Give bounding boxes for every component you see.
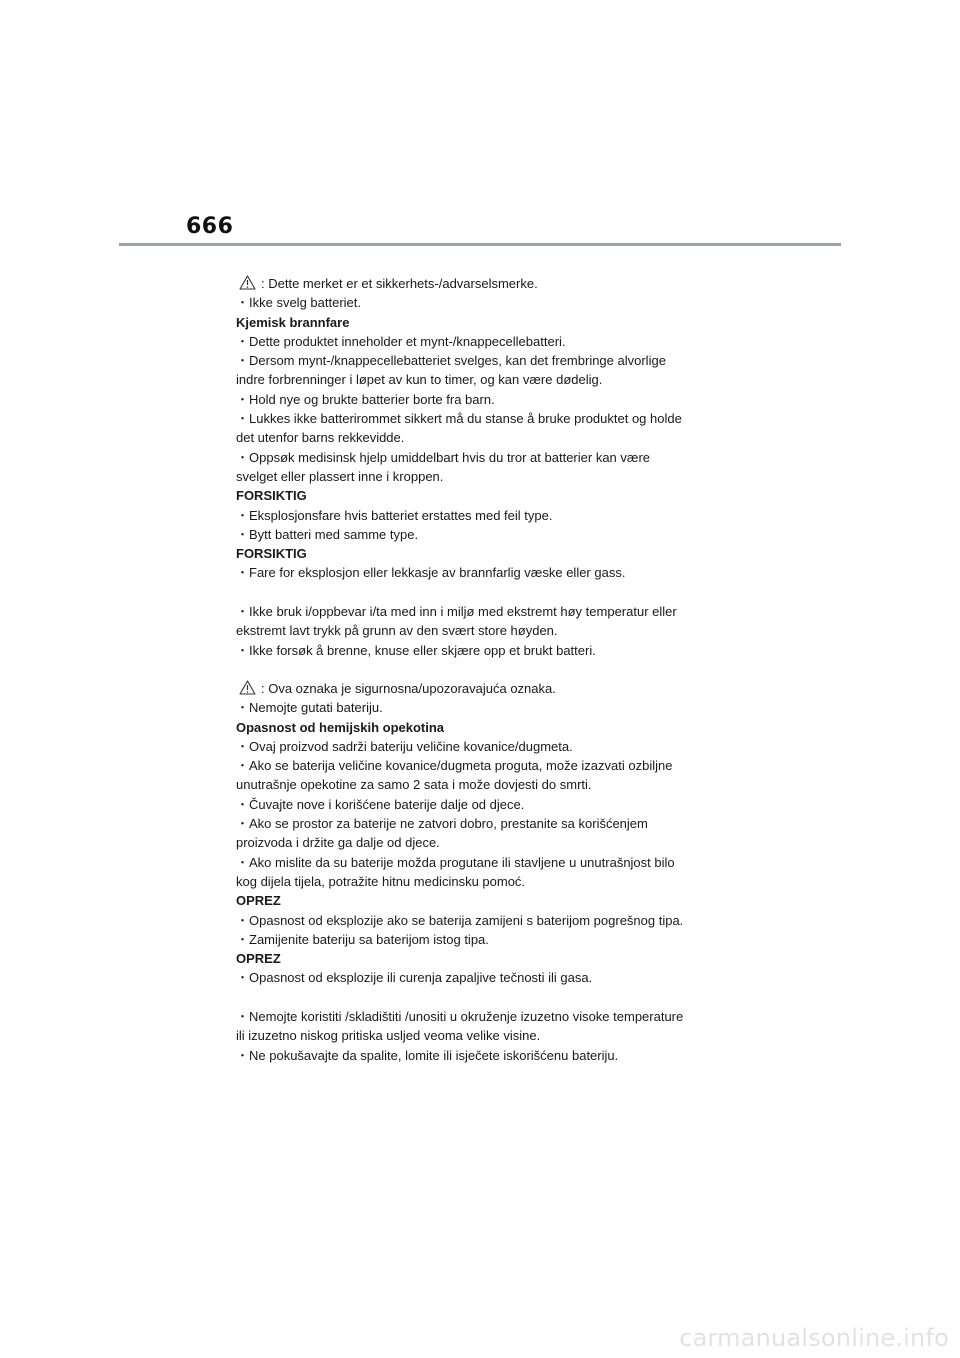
norwegian-warning-section [236,274,716,660]
section-heading: OPREZ [236,951,281,967]
safety-symbol-line [236,679,716,698]
text-line: svelget eller plassert inne i kroppen. [236,468,444,484]
section-heading: FORSIKTIG [236,488,307,504]
text-line: ・Ikke forsøk å brenne, knuse eller skjære opp et brukt batteri. [236,642,596,658]
page-number: 666 [186,214,234,239]
text-line: indre forbrenninger i løpet av kun to timer, og kan være dødelig. [236,372,603,388]
text-line: kog dijela tijela, potražite hitnu medicinsku pomoć. [236,873,526,889]
text-line: ・Čuvajte nove i korišćene baterije dalje od djece. [236,796,525,812]
safety-symbol-line [236,274,716,293]
text-line: ・Ikke svelg batteriet. [236,295,361,311]
blank-line [236,583,716,602]
text-line: ・Fare for eksplosjon eller lekkasje av brannfarlig væske eller gass. [236,565,626,581]
text-line: ・Ne pokušavajte da spalite, lomite ili isječete iskorišćenu bateriju. [236,1047,619,1063]
croatian-text-block [236,698,716,1065]
warning-triangle-icon [239,275,256,290]
text-line: ・Bytt batteri med samme type. [236,526,419,542]
text-line: proizvoda i držite ga dalje od djece. [236,835,440,851]
text-line: ・Ako se baterija veličine kovanice/dugmeta proguta, može izazvati ozbiljne [236,758,673,774]
text-line: ・Zamijenite bateriju sa baterijom istog tipa. [236,931,489,947]
text-line: unutrašnje opekotine za samo 2 sata i može dovjesti do smrti. [236,777,592,793]
header-divider [119,243,841,246]
text-line: ekstremt lavt trykk på grunn av den svært store høyden. [236,623,558,639]
text-line: ・Oppsøk medisinsk hjelp umiddelbart hvis du tror at batterier kan være [236,449,651,465]
safety-symbol-text: : Dette merket er et sikkerhets-/advarselsmerke. [261,276,538,291]
safety-symbol-text: : Ova oznaka je sigurnosna/upozoravajuća oznaka. [261,681,556,696]
text-line: ・Hold nye og brukte batterier borte fra barn. [236,391,495,407]
warning-triangle-icon [239,680,256,695]
blank-line [236,988,716,1007]
text-line: ・Dersom mynt-/knappecellebatteriet svelges, kan det frembringe alvorlige [236,353,666,369]
text-line: ili izuzetno niskog pritiska usljed veoma velike visine. [236,1028,541,1044]
croatian-warning-section [236,679,716,1065]
text-line: ・Dette produktet inneholder et mynt-/knappecellebatteri. [236,333,566,349]
section-heading: Kjemisk brannfare [236,314,350,330]
text-line: ・Ovaj proizvod sadrži bateriju veličine kovanice/dugmeta. [236,738,573,754]
section-heading: Opasnost od hemijskih opekotina [236,719,445,735]
text-line: ・Opasnost od eksplozije ako se baterija zamijeni s baterijom pogrešnog tipa. [236,912,684,928]
norwegian-text-block [236,293,716,660]
text-line: ・Opasnost od eksplozije ili curenja zapaljive tečnosti ili gasa. [236,970,593,986]
section-heading: FORSIKTIG [236,546,307,562]
text-line: ・Ako se prostor za baterije ne zatvori dobro, prestanite sa korišćenjem [236,816,648,832]
text-line: ・Nemojte gutati bateriju. [236,700,383,716]
text-line: ・Lukkes ikke batterirommet sikkert må du stanse å bruke produktet og holde [236,411,682,427]
text-line: ・Nemojte koristiti /skladištiti /unositi u okruženje izuzetno visoke temperature [236,1009,684,1025]
section-heading: OPREZ [236,893,281,909]
text-line: ・Ako mislite da su baterije možda progutane ili stavljene u unutrašnjost bilo [236,854,675,870]
text-line: ・Eksplosjonsfare hvis batteriet erstattes med feil type. [236,507,553,523]
watermark: carmanualsonline.info [679,1324,949,1352]
text-line: det utenfor barns rekkevidde. [236,430,405,446]
text-line: ・Ikke bruk i/oppbevar i/ta med inn i miljø med ekstremt høy temperatur eller [236,604,677,620]
